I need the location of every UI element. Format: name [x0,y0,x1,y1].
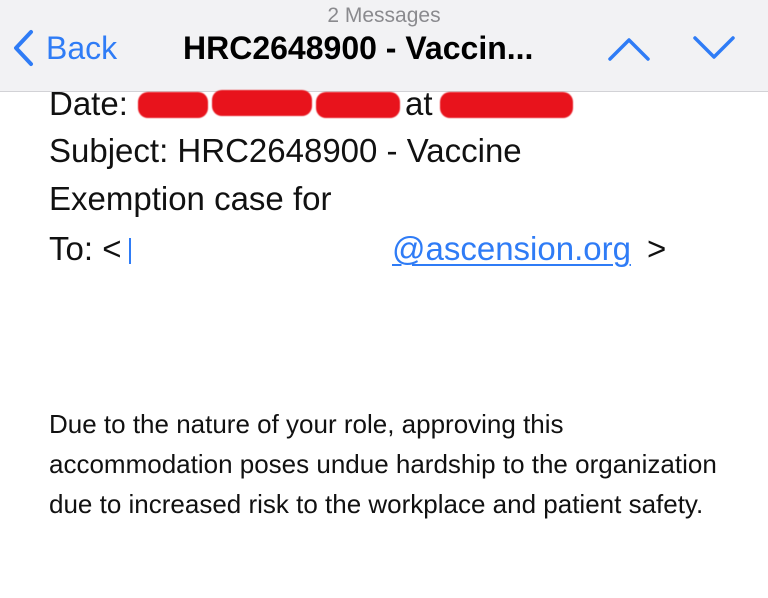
navigation-bar [0,0,768,92]
subject-line: Subject: HRC2648900 - Vaccine [49,132,522,169]
chevron-left-icon [12,29,34,67]
back-button[interactable] [12,28,117,68]
message-count: 2 Messages [327,4,441,27]
message-body: Due to the nature of your role, approving this accommodation poses undue hardship to the organization due to increased risk to the workplace and patient safety. [49,409,717,519]
redaction-mark [138,92,208,118]
subject-line-continued: Exemption case for [49,180,332,217]
previous-message-button[interactable] [605,30,653,66]
chevron-up-icon [605,53,653,70]
text-cursor [129,238,131,264]
back-label: Back [46,30,118,66]
thread-title: HRC2648900 - Vaccin... [183,30,534,66]
chevron-down-icon [690,53,738,70]
to-closing-bracket: > [647,230,667,267]
redaction-mark [212,90,312,116]
date-label: Date: [49,85,128,122]
redaction-mark [440,92,573,118]
to-label: To: < [49,230,122,267]
redaction-whiteout [348,181,648,223]
date-connector: at [405,85,433,122]
next-message-button[interactable] [690,30,738,66]
redaction-mark [316,92,400,118]
recipient-email-link[interactable]: @ascension.org [392,230,631,267]
